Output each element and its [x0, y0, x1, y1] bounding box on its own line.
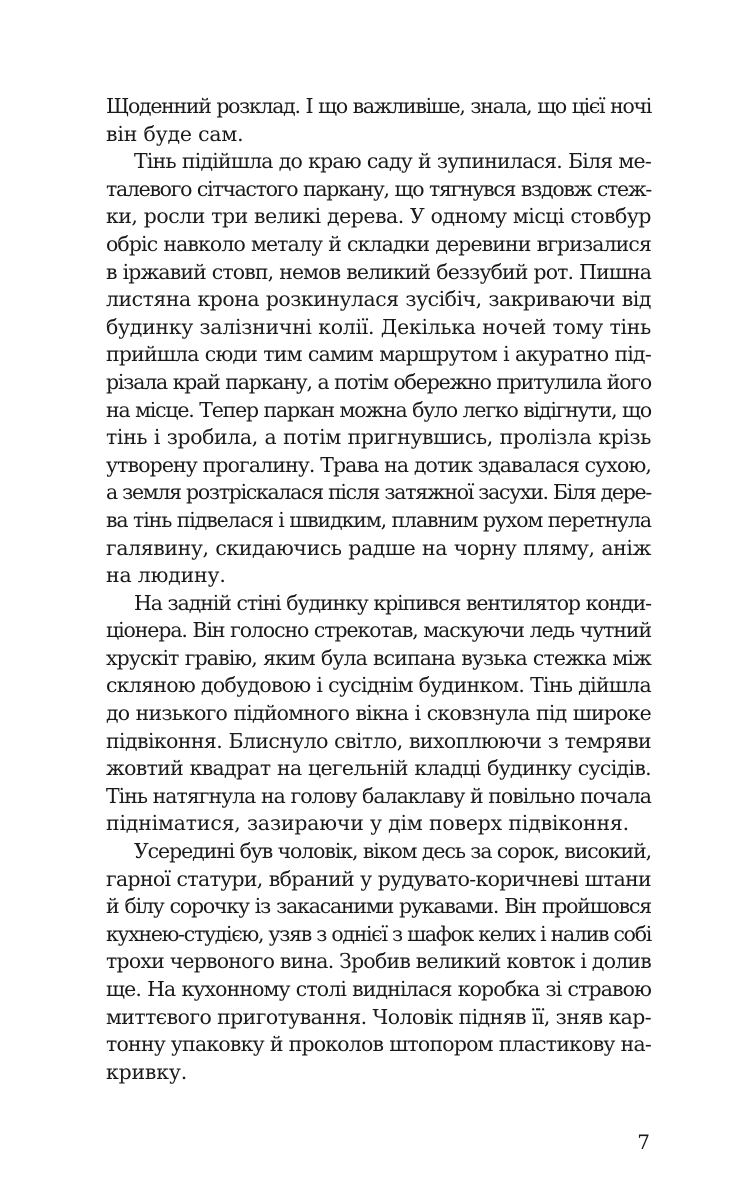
text-line: на людину. [106, 563, 226, 588]
page-number: 7 [637, 1130, 650, 1154]
text-line: тінь і зробила, а потім пригнувшись, пролізла крізь [106, 425, 651, 450]
text-line: скляною добудовою і сусіднім будинком. Тінь дійшла [106, 673, 651, 698]
text-line: ки, росли три великі дерева. У одному місці стовбур [106, 204, 651, 229]
text-line: прийшла сюди тим самим маршрутом і акуратно під- [106, 342, 651, 367]
text-line: різала край паркану, а потім обережно притулила його [106, 369, 651, 394]
text-line: хрускіт гравію, яким була всипана вузька стежка між [106, 645, 651, 670]
text-line: На задній стіні будинку кріпився вентилятор конди- [134, 590, 651, 615]
text-line: миттєвого приготування. Чоловік підняв її, зняв кар- [106, 1004, 652, 1029]
body-text [106, 93, 651, 1086]
paragraph [106, 838, 651, 1086]
text-line: жовтий квадрат на цегельній кладці будинку сусідів. [106, 756, 651, 781]
text-line: Усередині був чоловік, віком десь за сорок, високий, [134, 839, 652, 864]
text-line: талевого сітчастого паркану, що тягнувся вздовж стеж- [106, 176, 651, 201]
text-line: кривку. [106, 1059, 188, 1084]
text-line: ціонера. Він голосно стрекотав, маскуючи ледь чутний [106, 618, 651, 643]
text-line: й білу сорочку із закасаними рукавами. Він пройшовся [106, 894, 651, 919]
paragraph [106, 93, 651, 148]
text-line: галявину, скидаючись радше на чорну пляму, аніж [106, 535, 651, 560]
text-line: обріс навколо металу й складки деревини вгризалися [106, 231, 651, 256]
text-line: кухнею-студією, узяв з однієї з шафок келих і налив собі [106, 921, 651, 946]
text-line: Щоденний розклад. І що важливіше, знала, що цієї ночі [106, 94, 651, 118]
text-line: підвіконня. Блиснуло світло, вихоплюючи з темряви [106, 728, 651, 753]
text-line: ва тінь підвелася і швидким, плавним рухом перетнула [106, 507, 651, 532]
text-line: тонну упаковку й проколов штопором пластикову на- [106, 1032, 651, 1057]
paragraph [106, 148, 651, 590]
text-line: трохи червоного вина. Зробив великий ковток і долив [106, 949, 651, 974]
text-line: будинку залізничні колії. Декілька ночей тому тінь [106, 314, 651, 339]
text-line: на місце. Тепер паркан можна було легко відігнути, що [106, 397, 651, 422]
text-line: Тінь підійшла до краю саду й зупинилася. Біля ме- [134, 149, 651, 174]
text-line: в іржавий стовп, немов великий беззубий рот. Пишна [106, 259, 651, 284]
text-line: листяна крона розкинулася зусібіч, закриваючи від [106, 287, 651, 312]
text-line: ще. На кухонному столі виднілася коробка зі стравою [106, 977, 651, 1001]
text-line: а земля розтріскалася після затяжної засухи. Біля дере- [106, 480, 651, 505]
text-line: гарної статури, вбраний у рудувато-коричневі штани [106, 866, 651, 891]
text-line: Тінь натягнула на голову балаклаву й повільно почала [106, 783, 651, 808]
paragraph [106, 590, 651, 838]
text-line: утворену прогалину. Трава на дотик здавалася сухою, [106, 452, 651, 477]
text-line: до низького підйомного вікна і сковзнула під широке [106, 701, 651, 726]
text-line: підніматися, зазираючи у дім поверх підвіконня. [106, 811, 629, 836]
text-line: він буде сам. [106, 121, 244, 146]
